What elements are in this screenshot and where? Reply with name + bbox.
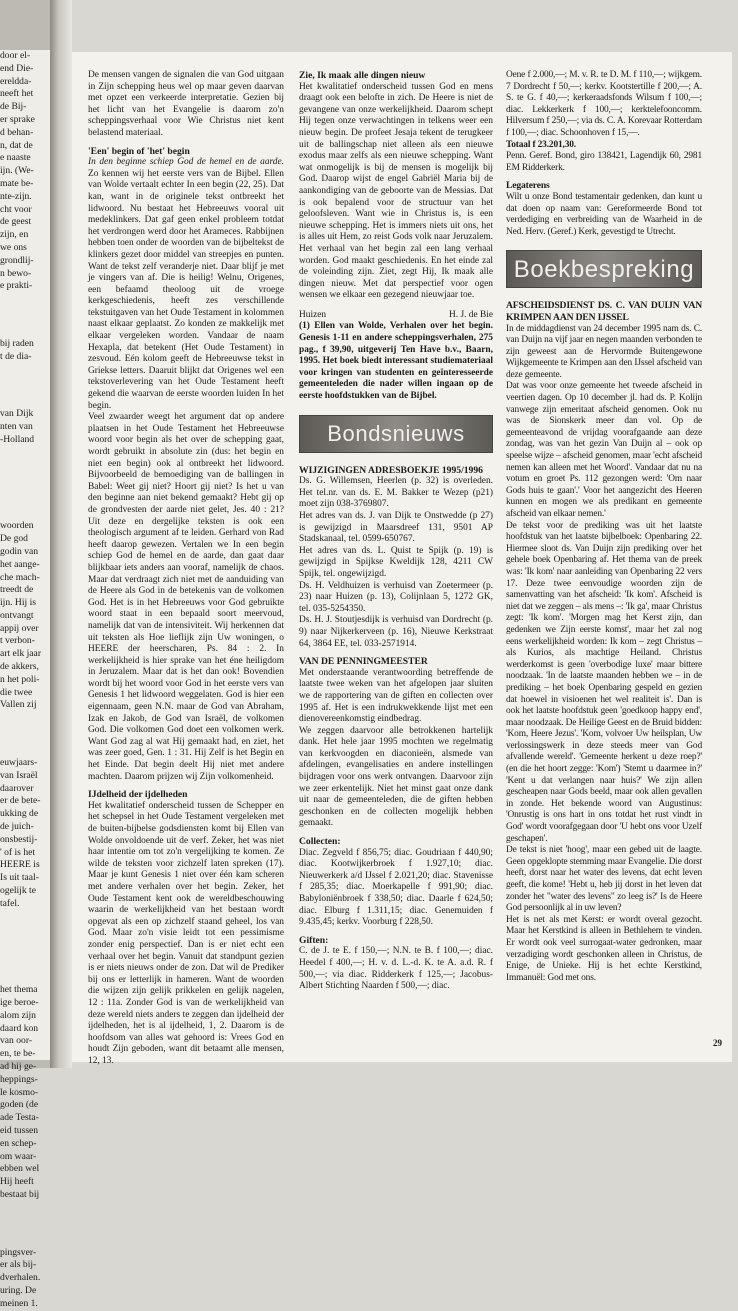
previous-page-line <box>0 463 50 476</box>
previous-page-line: zijn, en <box>0 229 29 241</box>
previous-page-line: n, dat de <box>0 139 33 151</box>
section-heading: 'Een' begin of 'het' begin <box>88 145 190 157</box>
previous-page-line: dverhalen. <box>0 1272 41 1284</box>
previous-page-line: de juich- <box>0 821 34 833</box>
previous-page-line: ukking de <box>0 808 39 820</box>
section-heading: AFSCHEIDSDIENST DS. C. VAN DUIJN VAN KRIMPEN AAN DEN IJSSEL <box>506 300 702 323</box>
page-number: 29 <box>713 1038 722 1048</box>
footnote: (1) Ellen van Wolde, Verhalen over het begin. Genesis 1-11 en andere scheppingsverhalen, 275 pag., f 39,90, uitgeverij Ten Have b.v., Baarn, 1995. Het boek biedt interessant studiemateriaal voor kringen van studenten en geïnteresseerde gemeenteleden die nader willen ingaan op de eerste hoofdstukken van de Bijbel. <box>299 321 493 402</box>
previous-page-line <box>0 309 50 322</box>
previous-page-line: er de bete- <box>0 795 41 807</box>
previous-page-line: appij over <box>0 622 39 634</box>
previous-page-line: eid tussen <box>0 1124 39 1136</box>
previous-page-line: van Israël <box>0 769 38 781</box>
magazine-page <box>72 52 732 1066</box>
previous-page-line: nte-zijn. <box>0 190 32 202</box>
bondsnieuws-banner: Bondsnieuws <box>299 415 493 453</box>
previous-page-line: n bewo- <box>0 267 32 279</box>
previous-page-line: e prakti- <box>0 280 33 292</box>
previous-page-line: er als bij- <box>0 1259 37 1271</box>
previous-page-line: t verbon- <box>0 635 35 647</box>
previous-page-line: grondlij- <box>0 254 34 266</box>
previous-page-line: die twee <box>0 686 33 698</box>
previous-page-line: pingsver- <box>0 1246 37 1258</box>
previous-page-edge <box>0 50 50 1309</box>
column-1 <box>88 70 284 1067</box>
body-paragraph: Veel zwaarder weegt het argument dat op andere plaatsen in het Oude Testament het Hebreeuwse woord voor begin als het over de schepping gaat, wordt gebruikt in absolute zin (dus: het begin en niet een begin) ook al ontbreekt het lidwoord. Bijvoorbeeld de bemoediging van de ballingen in Babel: Weet gij niet? Hoort gij niet? Is het u van den beginne aan niet bekend gemaakt? Hebt gij op de grondvesten der aarde niet gelet, Jes. 40 : 21? Uit deze en dergelijke teksten is ook een theologisch argument af te leiden. Gerhard von Rad heeft daarop gewezen. Vertalen we In een begin schiep God de hemel en de aarde, dan gaat daar blijkbaar iets anders aan vooraf, namelijk de chaos. Maar dat verdraagt zich niet met de aanduiding van de Heere als God in de betekenis van de volkomen God. Het is in het Hebreeuws voor God gebruikte woord staat in een bepaald soort meervoud, namelijk dat van de intensiviteit. Wij herkennen dat uit teksten als Hoe lieflijk zijn Uw woningen, o HEERE der heerscharen, Ps. 84 : 2. In werkelijkheid is hier sprake van het éne heiligdom in Jeruzalem. Maar dat is het dan ook! Bovendien wordt bij het woord voor God in het eerste vers van Genesis 1 het lidwoord weggelaten. God is hier een eigennaam, geen N.N. maar de God van Abraham, Izak en Jakob, de God van Israël, de volkomen God. Die volkomen God doet een volkomen werk. Want God zag al wat Hij gemaakt had, en ziet, het was zeer goed, Gen. 1 : 31. Hij Zelf is het Begin en het Einde. Dat begin deelt Hij niet met andere machten. Daarom prijzen wij Zijn volkomenheid. <box>88 412 284 782</box>
previous-page-line: De god <box>0 533 28 545</box>
previous-page-line: le kosmo- <box>0 1086 39 1098</box>
previous-page-line: euwjaars- <box>0 757 38 769</box>
previous-page-line: er sprake <box>0 113 35 125</box>
genesis-quote: In den beginne schiep God de hemel en de aarde. <box>88 157 284 168</box>
previous-page-line: de Bij- <box>0 101 27 113</box>
book-gutter <box>50 0 72 1068</box>
signature <box>299 310 493 322</box>
body-paragraph: Wilt u onze Bond testamentair gedenken, dan kunt u dat doen op naam van: Gereformeerde Bond tot verdediging en verbreiding van de Waarheid in de Ned. Herv. (Geref.) Kerk, gevestigd te Utrecht. <box>506 191 702 237</box>
previous-page-line: we ons <box>0 241 27 253</box>
signature-place: Huizen <box>299 309 327 320</box>
previous-page-line: uring. De <box>0 1284 37 1296</box>
previous-page-line: de akkers, <box>0 661 39 673</box>
previous-page-line <box>0 955 50 968</box>
previous-page-line: che mach- <box>0 571 40 583</box>
signature-name: H. J. de Bie <box>448 309 493 320</box>
previous-page-line: d behan- <box>0 126 34 138</box>
previous-page-line: neeft het <box>0 88 34 100</box>
previous-page-line: en, te be- <box>0 1048 36 1060</box>
previous-page-line: en schep- <box>0 1137 37 1149</box>
previous-page-line: Vallen zij <box>0 699 37 711</box>
previous-page-line: ' of is het <box>0 846 36 858</box>
previous-page-line: t de dia- <box>0 350 32 362</box>
previous-page-line: daard kon <box>0 1022 39 1034</box>
previous-page-line: ontvangt <box>0 609 34 621</box>
previous-page-line: -Holland <box>0 433 35 445</box>
previous-page-line: treedt de <box>0 584 34 596</box>
previous-page-line: ereldda- <box>0 75 32 87</box>
previous-page-line: ige beroe- <box>0 997 39 1009</box>
previous-page-line: bestaat bij <box>0 1188 40 1200</box>
previous-page-line: ijn. Hij is <box>0 597 36 609</box>
previous-page-line: ogelijk te <box>0 885 36 897</box>
previous-page-line: end Die- <box>0 62 34 74</box>
previous-page-line <box>0 380 50 393</box>
boekbespreking-banner: Boekbespreking <box>506 250 702 288</box>
body-paragraph: Het kwalitatief onderscheid tussen de Schepper en het schepsel in het Oude Testament vergeleken met de buiten-bijbelse godsdiensten komt bij Ellen van Wolde onvoldoende uit de verf. Zeker, het was niet haar intentie om tot zo'n vergelijking te komen. Ze wilde de teksten voor zichzelf laten spreken (17). Maar je kunt Genesis 1 niet over één kam scheren met andere verhalen over het begin. Zeker, het Oude Testament kent ook de wereldbeschouwing waarin de werkelijkheid van het bestaan wordt opgevat als een op zichzelf staand geheel, los van God. Maar zo'n visie leidt tot een pessimisme zonder enig perspectief. Dan is er niet echt een verhaal over het begin. Vanuit dat standpunt gezien is er niets nieuws onder de zon. Dat wil de Prediker bij ons er letterlijk in hameren. Want de woorden die wijzen zijn gelijk prikkelen en gelijk nagelen, 12 : 11a. Zonder God is van de werkelijkheid van deze wereld niets anders te zeggen dan ijdelheid der ijdelheden, het is al ijdelheid, 1, 2. Daarom is de hoofdsom van alles wat gehoord is: Vrees God en houdt Zijn geboden, want dit betaamt alle mensen, 12, 13. <box>88 800 284 1066</box>
intro-paragraph: De mensen vangen de signalen die van God uitgaan in Zijn schepping heus wel op maar geven daarvan met opzet een verkeerde interpretatie. Gezien bij het licht van het Evangelie is daarom zo'n scheppingsverhaal voor Wie Christus niet kent belastend materiaal. <box>88 70 284 138</box>
body-paragraph: Diac. Zegveld f 856,75; diac. Goudriaan f 440,90; diac. Kootwijkerbroek f 1.927,10; diac. Nieuwerkerk a/d IJssel f 2.021,20; diac. Stavenisse f 285,35; diac. Moerkapelle f 991,90; diac. Babyloniënbroek f 338,50; diac. Daarle f 624,50; diac. Elburg f 1.311,15; diac. Genemuiden f 9.435,45; kerkv. Voorburg f 228,50. <box>299 847 493 928</box>
body-paragraph: Het kwalitatief onderscheid tussen God en mens draagt ook een belofte in zich. De Heere is niet de gevangene van onze werkelijkheid. Daarom schept Hij tegen onze verwachtingen in telkens weer een nieuw begin. De profeet Jesaja tekent de terugkeer uit de ballingschap niet alleen als een nieuwe exodus maar zelfs als een nieuwe schepping. Want wat onmogelijk is bij de mensen is mogelijk bij God. Daarop wijst de engel Gabriël Maria bij de aankondiging van de geboorte van de Messias. Dat is ook bepalend voor de structuur van het geloofsleven. Want wie in Christus is, is een nieuwe schepping. Het is immers niets uit ons, het is alles uit Hem, zo reist Gods volk naar Jeruzalem. Het verhaal van het begin zal een lang verhaal worden. God maakt geschiedenis. En het einde zal de voleinding zijn. Ziet, zegt Hij, Ik maak alle dingen nieuw. Met dat perspectief voor ogen wensen we elkaar een gezegend nieuwjaar toe. <box>299 81 493 301</box>
previous-page-line: ijn. (We- <box>0 165 34 177</box>
previous-page-line: woorden <box>0 520 34 532</box>
section-heading: Zie, Ik maak alle dingen nieuw <box>299 70 426 81</box>
previous-page-line: cht voor <box>0 203 32 215</box>
column-3 <box>506 70 702 984</box>
body-paragraph: Oene f 2.000,—; M. v. R. te D. M. f 110,—; wijkgem. 7 Dordrecht f 50,—; kerkv. Kootstertille f 200,—; A. S. te G. f 40,—; kerkeraadsfonds Wilsum f 100,—; diac. Lekkerkerk f 100,—; kerktelefooncomm. Hilversum f 250,—; via ds. C. A. Korevaar Rotterdam f 100,—; diac. Schoonhoven f 15,—. <box>506 70 702 138</box>
previous-page-line: godin van <box>0 545 39 557</box>
previous-page-line: heppings- <box>0 1073 38 1085</box>
body-paragraph: C. de J. te E. f 150,—; N.N. te B. f 100,—; diac. Heedel f 400,—; H. v. d. L.-d. K. te A. a.d. R. f 500,—; via diac. Ridderkerk f 125,—; Jacobus-Albert Stichting Naarden f 500,—; diac. <box>299 946 493 992</box>
body-paragraph: Ds. G. Willemsen, Heerlen (p. 32) is overleden. Het tel.nr. van ds. E. M. Bakker te Wezep (p21) moet zijn 038-3769807. Het adres van ds. J. van Dijk te Onstwedde (p 27) is gewijzigd in Maarsdreef 131, 9501 AP Stadskanaal, tel. 0599-650767. Het adres van ds. L. Quist te Spijk (p. 19) is gewijzigd in Spijkse Kweldijk 128, 4211 CW Spijk, tel. ongewijzigd. Ds. H. Veldhuizen is verhuisd van Zoetermeer (p. 23) naar Huizen (p. 13), Colijnlaan 5, 1272 GK, tel. 035-5254350. Ds. H. J. Stoutjesdijk is verhuisd van Dordrecht (p. 9) naar Nijkerkerveen (p. 16), Nieuwe Kerkstraat 64, 3864 EE, tel. 033-2571914. <box>299 476 493 649</box>
previous-page-line: n het poli- <box>0 673 40 685</box>
column-2 <box>299 70 493 993</box>
previous-page-line <box>0 927 50 940</box>
previous-page-line: bij raden <box>0 337 34 349</box>
previous-page-line: van Dijk <box>0 408 34 420</box>
previous-page-line: daarover <box>0 782 34 794</box>
body-paragraph: In den beginne schiep God de hemel en de aarde. Zo kennen wij het eerste vers van de Bijbel. Ellen van Wolde vertaalt echter In een begin (22, 25). Dat kan, want in de originele tekst ontbreekt het lidwoord. Nu bestaat het Hebreeuws vooral uit medeklinkers. Dat gaf geen enkel probleem totdat het verdrongen werd door het Arameces. Rabbijnen hebben toen onder de woorden van de bijbeltekst de klinkers gezet door middel van streepjes en punten. Want de tekst zelf veranderje niet. Daar blijf je met je vingers van af. Die is heilig! Welnu, Origenes, een befaamd theoloog uit de vroege kerkgeschiedenis, heeft zes verschillende tekstuitgaven van het Oude Testament in kolommen naast elkaar geplaatst. Zo konden ze makkelijk met elkaar vergeleken worden. Vandaar de naam Hexapla, dat betekent (Het Oude Testament) in zesvoud. Eén kolom geeft de Hebreeuwse tekst in Griekse letters. Daaruit blijkt dat Origenes wel een tekstoverlevering van het Oude Testament heeft gekend die waarvan de eerste woorden luiden In het begin. <box>88 157 284 411</box>
previous-page-line: alom zijn <box>0 1009 36 1021</box>
previous-page-line: tafel. <box>0 897 20 909</box>
section-heading: Legaterens <box>506 180 550 192</box>
previous-page-line <box>0 1218 50 1231</box>
section-heading: VAN DE PENNINGMEESTER <box>299 656 428 668</box>
bank-details: Penn. Geref. Bond, giro 138421, Lagendijk 60, 2981 EM Ridderkerk. <box>506 151 702 173</box>
previous-page-line: Is uit taal- <box>0 872 39 884</box>
section-heading: IJdelheid der ijdelheden <box>88 789 188 801</box>
total-amount: Totaal f 23.201,30. <box>506 139 576 150</box>
previous-page-line: de geest <box>0 216 32 228</box>
previous-page-line: mate be- <box>0 177 34 189</box>
previous-page-line: ebben wel <box>0 1163 40 1175</box>
previous-page-line <box>0 492 50 505</box>
previous-page-line: Hij heeft <box>0 1176 34 1188</box>
previous-page-line: nten van <box>0 421 33 433</box>
previous-page-line <box>0 728 50 741</box>
previous-page-line: onsbestij- <box>0 833 38 845</box>
previous-page-line: art elk jaar <box>0 648 42 660</box>
section-heading: Collecten: <box>299 836 341 848</box>
previous-page-line: goden (de <box>0 1099 39 1111</box>
previous-page-line: HEERE is <box>0 859 40 871</box>
previous-page-line: het aange- <box>0 558 40 570</box>
section-heading: Giften: <box>299 934 329 946</box>
previous-page-line: door el- <box>0 50 31 61</box>
section-heading: WIJZIGINGEN ADRESBOEKJE 1995/1996 <box>299 464 483 476</box>
previous-page-line: om waar- <box>0 1150 37 1162</box>
previous-page-line: van oor- <box>0 1035 33 1047</box>
previous-page-line: e naaste <box>0 152 31 164</box>
previous-page-line: meinen 1. <box>0 1297 38 1309</box>
previous-page-line: ade Testa- <box>0 1112 39 1124</box>
body-paragraph: In de middagdienst van 24 december 1995 nam ds. C. van Duijn na vijf jaar en negen maanden verbonden te zijn geweest aan de Hervormde Buitengewone Wijkgemeente te Krimpen aan den IJssel afscheid van deze gemeente. Dat was voor onze gemeente het tweede afscheid in veertien dagen. Op 10 december jl. had ds. P. Kolijn vanwege zijn emeritaat afscheid genomen. Ook nu was de Sionskerk meer dan vol. Op de gemeenteavond de vrijdag voorafgaande aan deze zondag, was van het gezin Van Duijn al – ook op speelse wijze – afscheid genomen, maar 'echt afscheid nemen kan alleen met het Woord'. Vandaar dat nu na votum en groet Ps. 112 gezongen werd: 'Om naar Gods huis te gaan'.' Voor het aangezicht des Heeren kunnen en mogen we als predikant en gemeente afscheid van elkaar nemen.' De tekst voor de prediking was uit het laatste hoofdstuk van het laatste bijbelboek: Openbaring 22. Hiermee sloot ds. Van Duijn zijn prediking over het gehele boek Openbaring af. Het thema van de preek was: 'Ik kom' naar aanleiding van Openbaring 22 vers 17. Deze twee eenvoudige woorden zijn de samenvatting van het afscheid: 'Ik kom'. Afscheid is niet dat we zeggen – als mens –: 'Ik ga', maar Christus zegt: 'Ik kom'. 'Morgen mag het Kerst zijn, dan gedenken we Zijn eerste komst', maar het zal nog eens werkelijkheid worden: Ik kom – zegt Christus – als Kurios, als machtige Heiland. Christus werderkomst is geen 'overbodige luxe' maar bittere noodzaak. 'In de laatste maanden hebben we – in de prediking – het boek Openbaring gespeld en gezien dat hoewel in visioenen het wel realiteit is'. Dan is ook het laatste hoofdstuk geen 'goedkoop happy end', maar noodzaak. De Heilige Geest en de Bruid bidden: 'Kom, Heere Jezus'. 'Kom, volvoer Uw heilsplan, Uw verlossingswerk in deze steeds meer van God afvallende wereld'. 'Gemeente herkent u deze roep?' (en die het hoort zegge: 'Kom') 'Stemt u daarmee in?' 'Kent u dat verlangen naar huis?' We zijn allen gescheapen naar Gods beeld, maar ook allen gevallen in zonde. Het bekende woord van Augustinus: 'Onrustig is ons hart in ons totdat het rust vindt in God' wordt voorafgegaan door 'U hebt ons voor Uzelf geschapen'. De tekst is niet 'hoog', maar een gebed uit de laagte. Geen opgeklopte stemming maar Evangelie. Die dorst heeft, dorst naar het water des levens, dat echt leven geeft, die kome! 'Hebt u, heb jij dorst in het leven dat zonder het "water des levens" zo leeg is?' Is de Heere God persoonlijk al in uw leven? Het is net als met Kerst: er wordt overal gezocht. Maar het Kerstkind is alleen in Bethlehem te vinden. Er wordt ook veel surrogaat-water gedronken, maar verzadiging wordt geschonken alleen in Christus, de Enige, de Unieke. Hij is het echte Kerstkind, Immanuël: God met ons. <box>506 323 702 983</box>
previous-page-line: het thema <box>0 984 38 996</box>
body-paragraph: Met onderstaande verantwoording betreffende de laatste twee weken van het afgelopen jaar sluiten we de rapportering van de giften en collecten over 1995 af. Het is een indrukwekkende lijst met een dienovereenkomstig eindbedrag. We zeggen daarvoor alle betrokkenen hartelijk dank. Het hele jaar 1995 mochten we regelmatig van kerkvoogden en diaconieën, alsmede van afdelingen, evangelisaties en andere instellingen bijdragen voor ons werk ontvangen. Daarvoor zijn we zeer erkentelijk. Niet het minst gaat onze dank uit naar de gemeenteleden, die de giften hebben geschonken en de collecten mogelijk hebben gemaakt. <box>299 667 493 829</box>
previous-page-line: ad hij ge- <box>0 1061 37 1072</box>
